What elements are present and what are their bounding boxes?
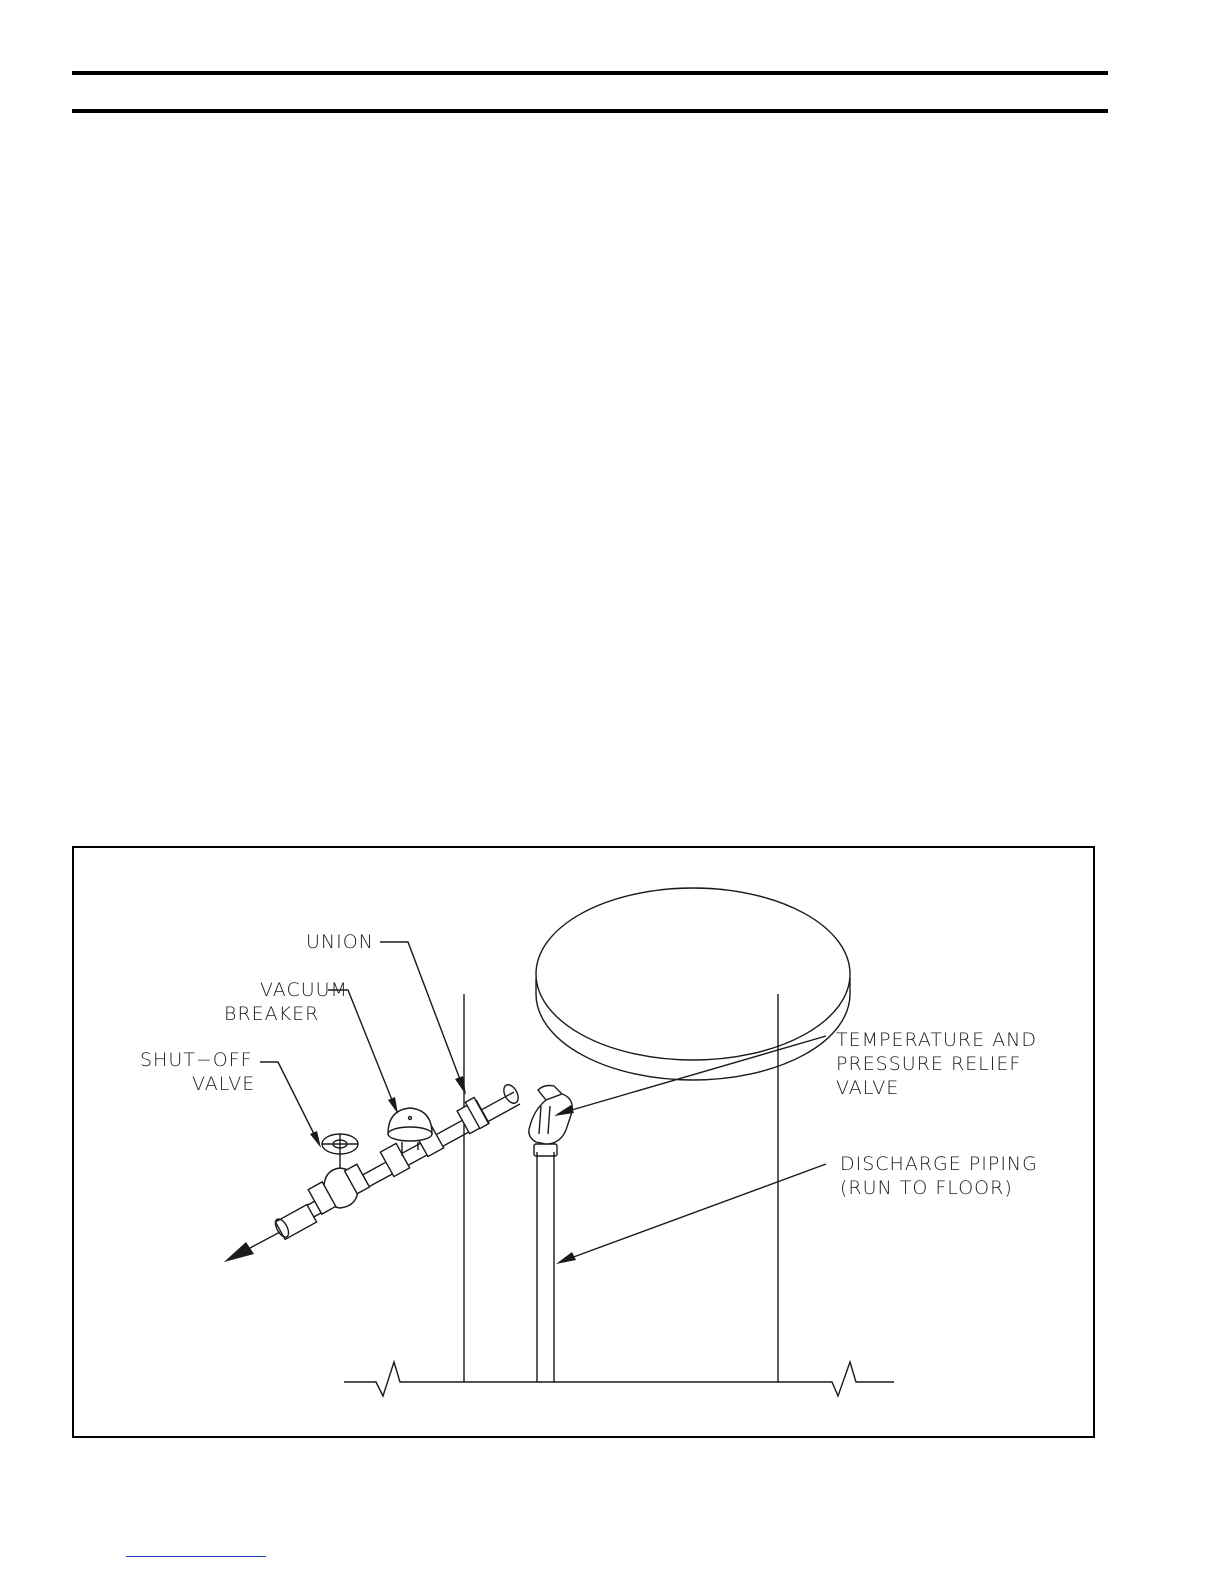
label-shutoff-line2: VALVE [192,1073,256,1095]
label-discharge-line1: DISCHARGE PIPING [840,1153,1038,1175]
shutoff-arrowhead [310,1131,321,1148]
inlet-pipe-assembly [273,1082,521,1239]
water-heater-diagram [74,848,1097,1440]
label-tp-relief-line3: VALVE [836,1077,900,1099]
label-vacuum-breaker-line2: BREAKER [224,1003,320,1025]
floor-line [344,1362,894,1396]
discharge-pipe [534,1144,557,1382]
figure-frame [72,846,1095,1438]
flow-direction-arrow [224,1242,254,1262]
label-discharge-line2: (RUN TO FLOOR) [840,1177,1013,1199]
tp-relief-valve [529,1086,572,1145]
header-rule-bottom [72,109,1108,113]
label-union: UNION [306,931,374,953]
label-vacuum-breaker-line1: VACUUM [260,979,348,1001]
header-rule-top [72,71,1108,75]
label-tp-relief-line1: TEMPERATURE AND [836,1029,1038,1051]
label-shutoff-line1: SHUT−OFF [140,1049,253,1071]
vacuum-breaker-arrowhead [388,1097,398,1114]
discharge-arrowhead [556,1252,576,1264]
label-tp-relief-line2: PRESSURE RELIEF [836,1053,1022,1075]
tank-body [464,888,850,1382]
footer-link-underline[interactable] [126,1556,266,1557]
